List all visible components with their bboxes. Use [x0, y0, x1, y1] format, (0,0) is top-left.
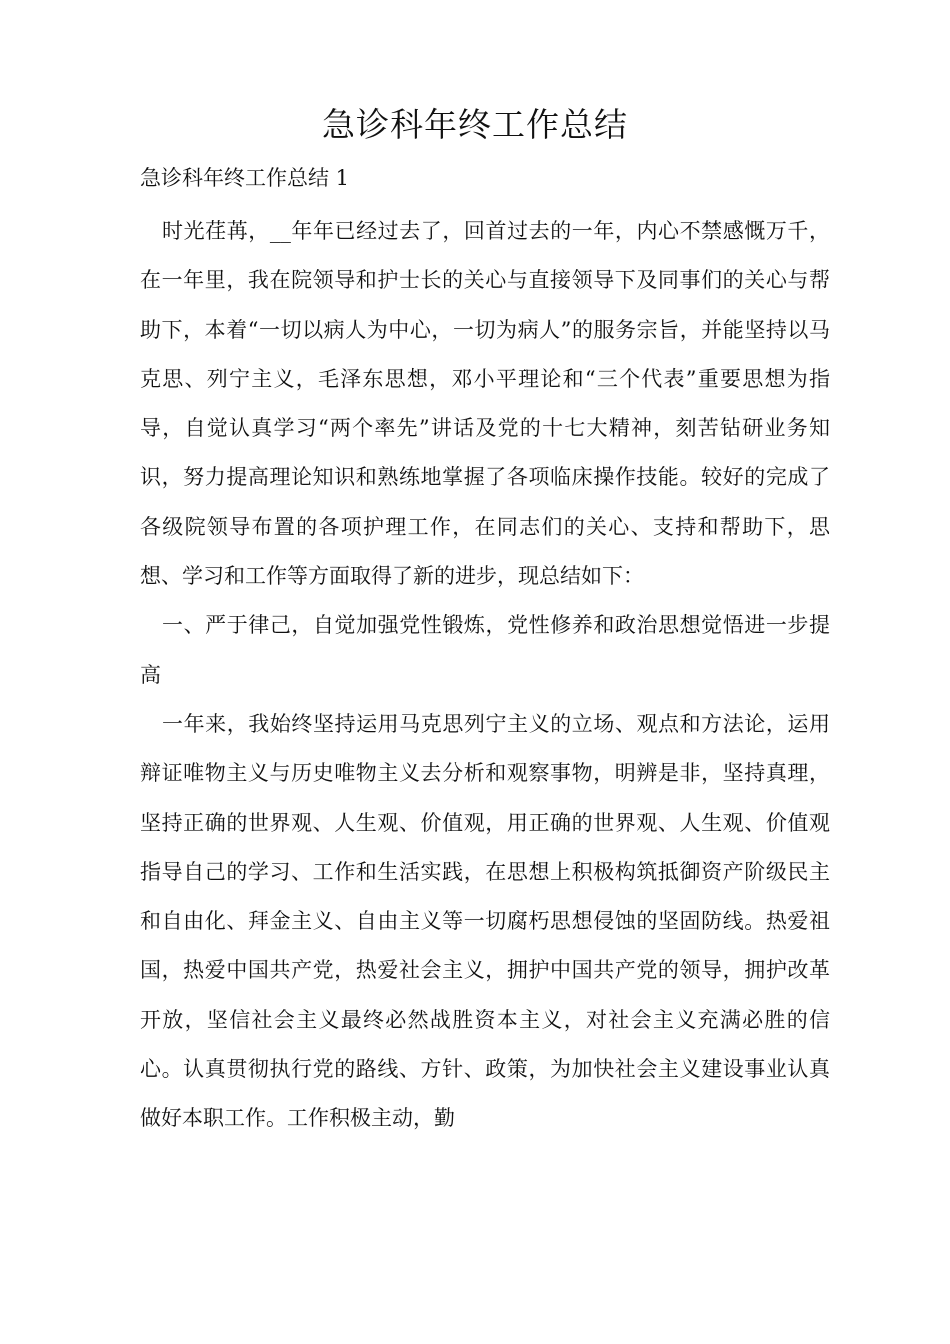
document-title: 急诊科年终工作总结	[322, 105, 628, 144]
document-body	[140, 207, 830, 1144]
section-heading: 急诊科年终工作总结 1	[140, 166, 350, 190]
paragraph-intro: 时光荏苒，__年年已经过去了，回首过去的一年，内心不禁感慨万千，在一年里，我在院领导和护士长的关心与直接领导下及同事们的关心与帮助下，本着“一切以病人为中心，一切为病人”的服务宗旨，并能坚持以马克思、列宁主义，毛泽东思想，邓小平理论和“三个代表”重要思想为指导，自觉认真学习“两个率先”讲话及党的十七大精神，刻苦钻研业务知识，努力提高理论知识和熟练地掌握了各项临床操作技能。较好的完成了各级院领导布置的各项护理工作，在同志们的关心、支持和帮助下，思想、学习和工作等方面取得了新的进步，现总结如下：	[140, 219, 830, 589]
paragraph-heading-one: 一、严于律己，自觉加强党性锻炼，党性修养和政治思想觉悟进一步提高	[140, 613, 830, 687]
paragraph-body-one: 一年来，我始终坚持运用马克思列宁主义的立场、观点和方法论，运用辩证唯物主义与历史唯物主义去分析和观察事物，明辨是非，坚持真理，坚持正确的世界观、人生观、价值观，用正确的世界观、人生观、价值观指导自己的学习、工作和生活实践，在思想上积极构筑抵御资产阶级民主和自由化、拜金主义、自由主义等一切腐朽思想侵蚀的坚固防线。热爱祖国，热爱中国共产党，热爱社会主义，拥护中国共产党的领导，拥护改革开放，坚信社会主义最终必然战胜资本主义，对社会主义充满必胜的信心。认真贯彻执行党的路线、方针、政策，为加快社会主义建设事业认真做好本职工作。工作积极主动，勤	[140, 711, 830, 1131]
